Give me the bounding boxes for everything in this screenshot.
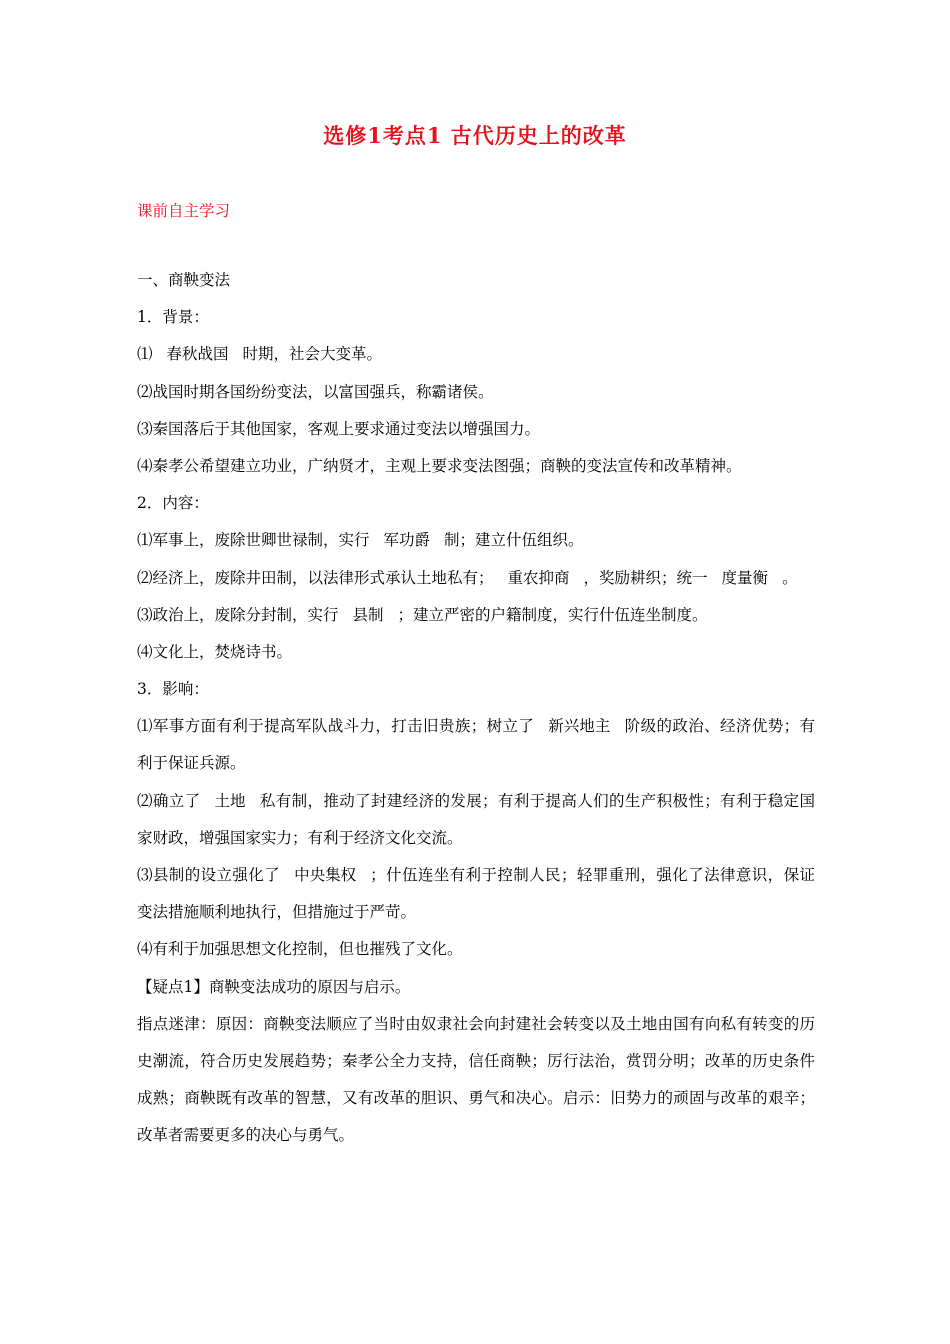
impact-item-1 bbox=[137, 708, 815, 782]
item-text: ；建立严密的户籍制度，实行什伍连坐制度。 bbox=[397, 605, 708, 624]
background-heading: 1．背景： bbox=[137, 308, 209, 327]
background-item-2: ⑵战国时期各国纷纷变法，以富国强兵，称霸诸侯。 bbox=[137, 382, 494, 401]
background-item-4: ⑷秦孝公希望建立功业，广纳贤才，主观上要求变法图强；商鞅的变法宣传和改革精神。 bbox=[137, 456, 742, 475]
background-item-3: ⑶秦国落后于其他国家，客观上要求通过变法以增强国力。 bbox=[137, 419, 541, 438]
item-text: ⑶政治上，废除分封制，实行 bbox=[137, 605, 339, 624]
fill-blank-answer: 重农抑商 bbox=[507, 568, 570, 587]
item-text: 制；建立什伍组织。 bbox=[444, 531, 584, 550]
content-item-4: ⑷文化上，焚烧诗书。 bbox=[137, 642, 293, 661]
item-text: ⑴ bbox=[137, 345, 153, 364]
impact-item-3 bbox=[137, 857, 815, 931]
fill-blank-answer: 度量衡 bbox=[721, 568, 769, 587]
fill-blank-answer: 新兴地主 bbox=[548, 717, 611, 736]
item-text: 。 bbox=[782, 568, 798, 587]
part-heading: 一、商鞅变法 bbox=[137, 271, 231, 289]
item-text: ⑵经济上，废除井田制，以法律形式承认土地私有； bbox=[137, 568, 494, 587]
background-item-1 bbox=[137, 336, 815, 373]
impact-item-2 bbox=[137, 783, 815, 857]
fill-blank-answer: 土地 bbox=[214, 791, 246, 810]
content-item-1 bbox=[137, 522, 815, 559]
item-text: 阶级的政治、经济优势；有利于保证兵源。 bbox=[137, 717, 815, 773]
document-body bbox=[137, 262, 815, 1155]
content-item-3 bbox=[137, 597, 815, 634]
item-text: ；什伍连坐有利于控制人民；轻罪重刑，强化了法律意识，保证变法措施顺利地执行，但措施过于严苛。 bbox=[137, 866, 815, 922]
fill-blank-answer: 军功爵 bbox=[383, 531, 431, 550]
doubt-heading: 【疑点1】商鞅变法成功的原因与启示。 bbox=[137, 977, 411, 996]
impact-item-4: ⑷有利于加强思想文化控制，但也摧残了文化。 bbox=[137, 940, 463, 959]
section-heading: 课前自主学习 bbox=[137, 202, 231, 220]
item-text: ⑴军事方面有利于提高军队战斗力，打击旧贵族；树立了 bbox=[137, 717, 535, 736]
fill-blank-answer: 春秋战国 bbox=[166, 345, 229, 364]
page-title: 选修1考点1 古代历史上的改革 bbox=[323, 123, 627, 148]
item-text: ⑶县制的设立强化了 bbox=[137, 866, 281, 885]
content-heading: 2．内容： bbox=[137, 494, 209, 513]
item-text: 私有制，推动了封建经济的发展；有利于提高人们的生产积极性；有利于稳定国家财政，增强国家实力；有利于经济文化交流。 bbox=[137, 791, 815, 847]
impact-heading: 3．影响： bbox=[137, 680, 209, 699]
fill-blank-answer: 中央集权 bbox=[294, 866, 357, 885]
item-text: ⑵确立了 bbox=[137, 791, 201, 810]
doubt-answer: 指点迷津：原因：商鞅变法顺应了当时由奴隶社会向封建社会转变以及土地由国有向私有转变的历史潮流，符合历史发展趋势；秦孝公全力支持，信任商鞅；厉行法治，赏罚分明；改革的历史条件成熟；商鞅既有改革的智慧，又有改革的胆识、勇气和决心。启示：旧势力的顽固与改革的艰辛；改革者需要更多的决心与勇气。 bbox=[137, 1014, 815, 1145]
item-text: 时期，社会大变革。 bbox=[242, 345, 383, 364]
item-text: ，奖励耕织；统一 bbox=[583, 568, 708, 587]
content-item-2 bbox=[137, 560, 815, 597]
fill-blank-answer: 县制 bbox=[352, 605, 384, 624]
item-text: ⑴军事上，废除世卿世禄制，实行 bbox=[137, 531, 370, 550]
